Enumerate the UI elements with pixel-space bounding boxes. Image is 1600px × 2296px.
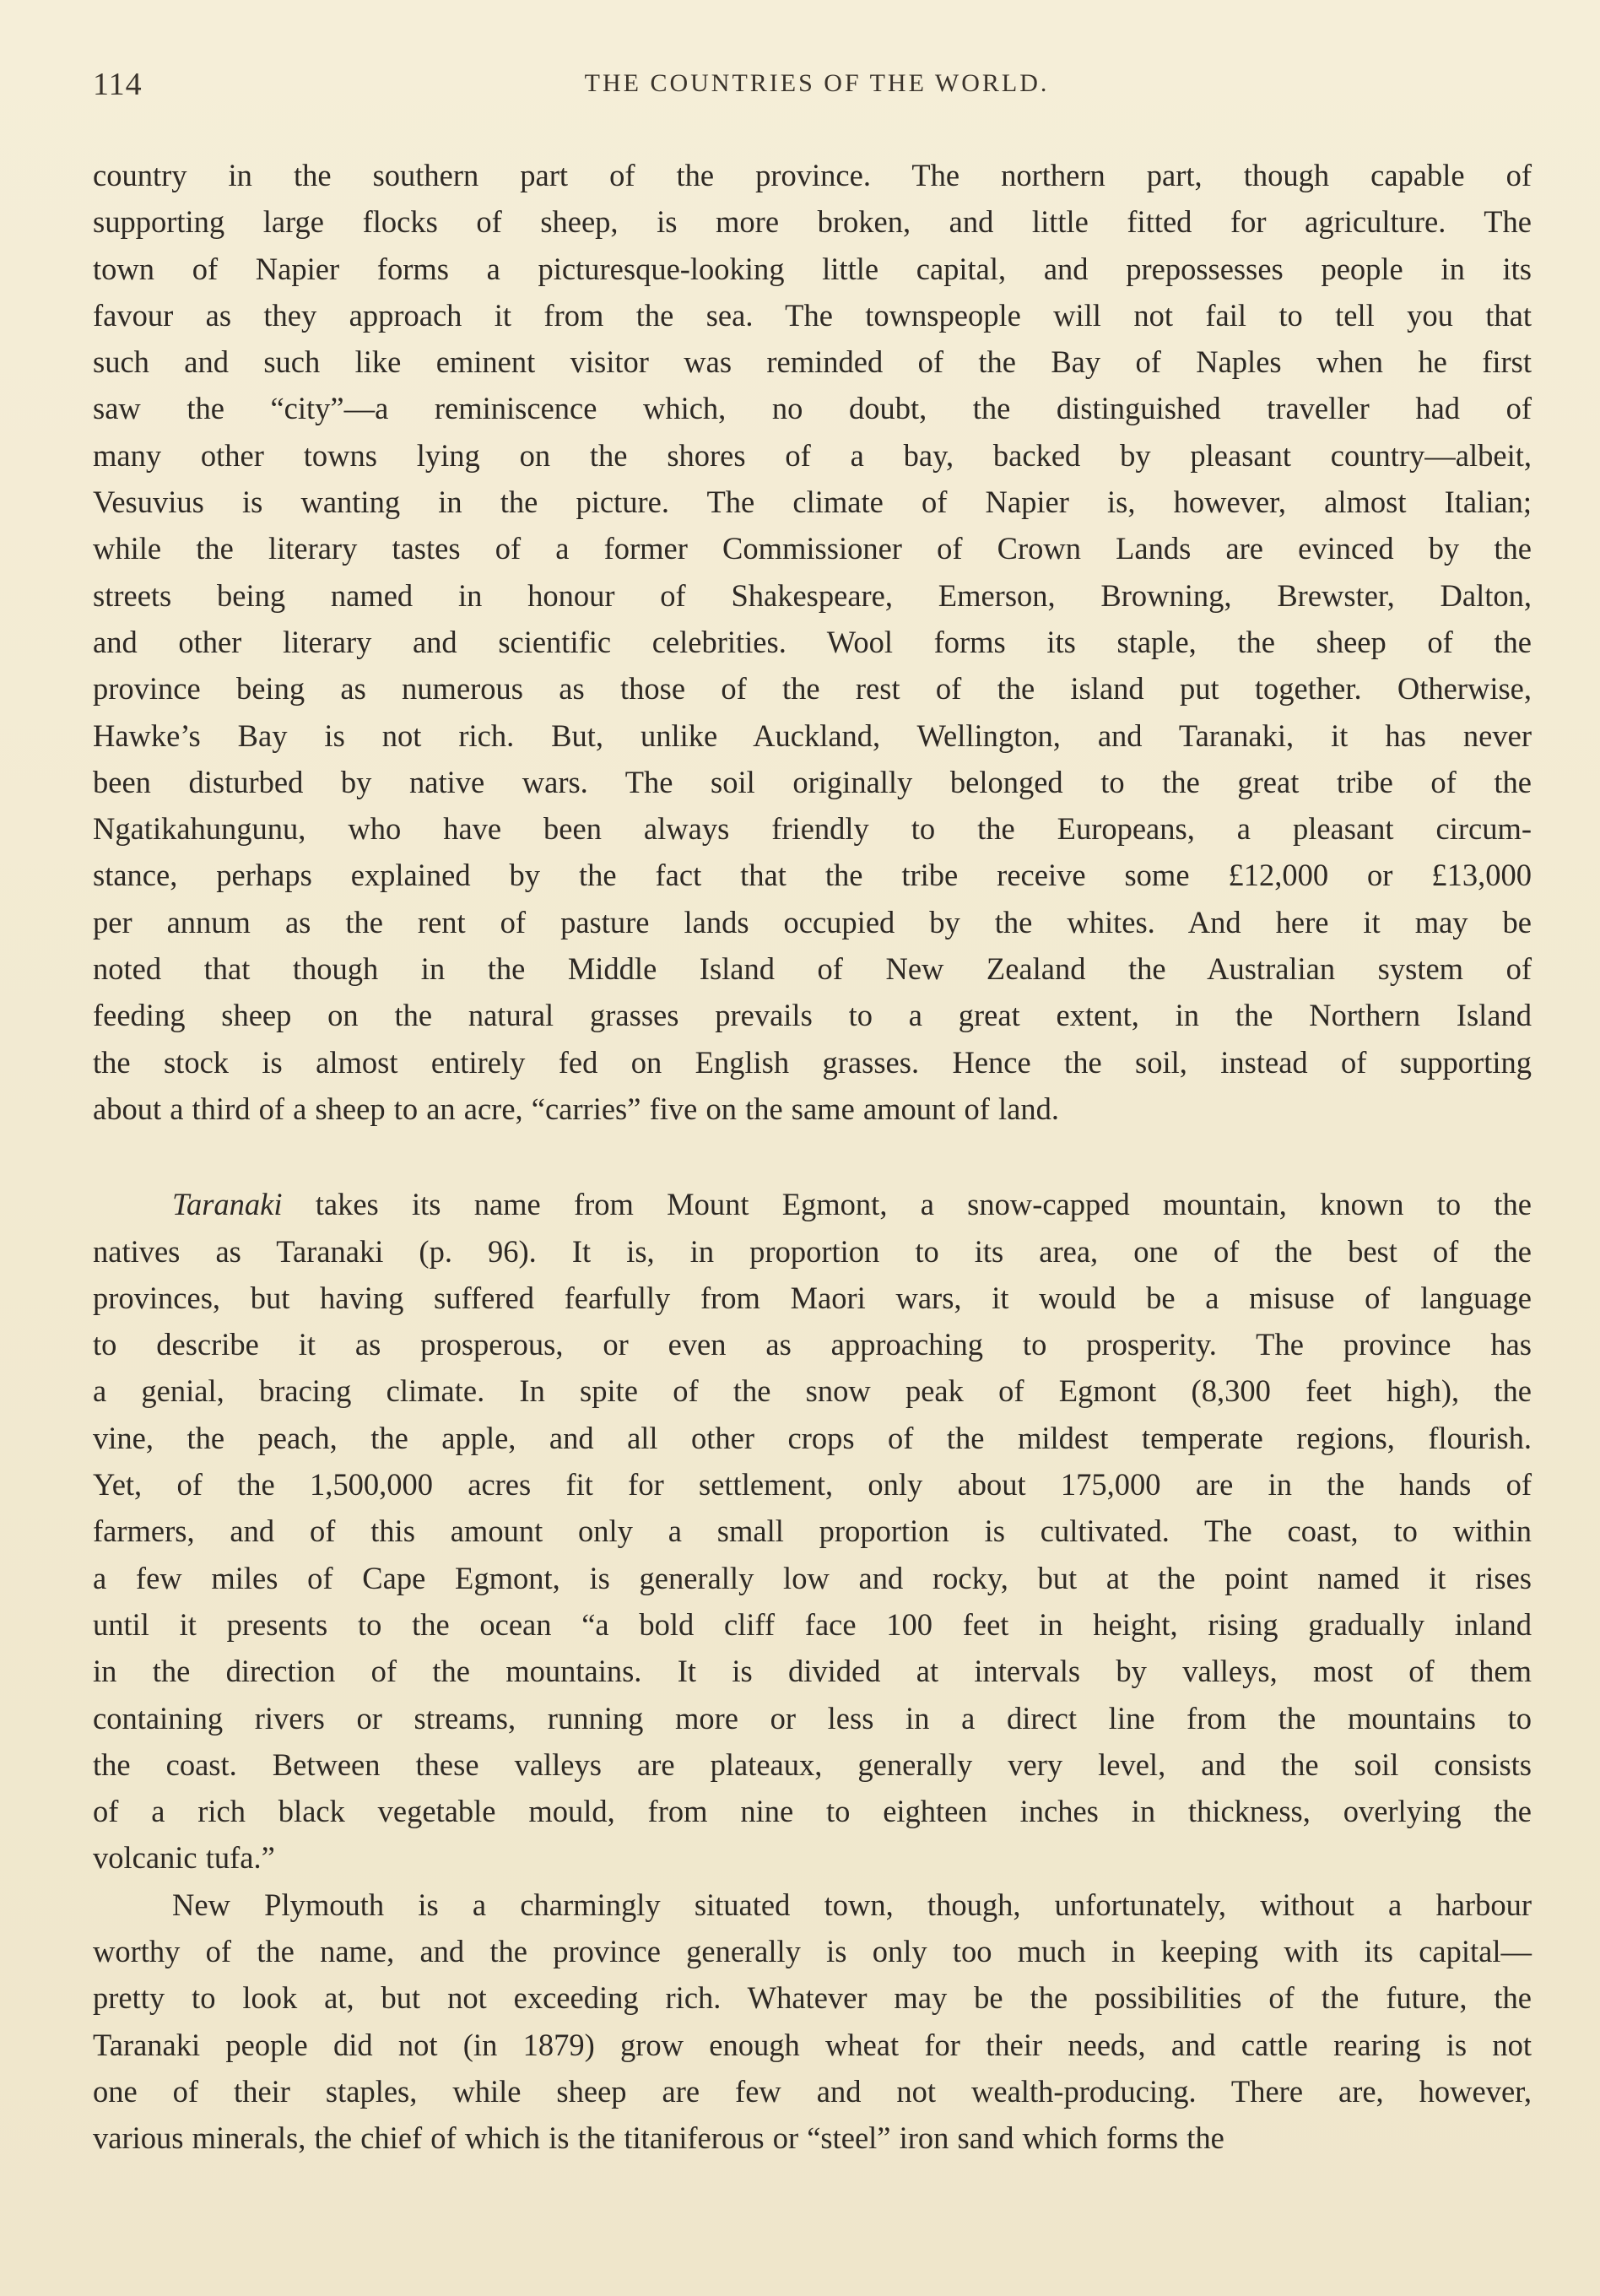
lead-rest: takes its name from Mount Egmont, a snow-capped mountain, known to the [282,1187,1532,1222]
paragraph-gap [93,1132,1532,1181]
text-line: worthy of the name, and the province generally is only too much in keeping with its capital— [93,1933,1532,1968]
paragraph-new-plymouth [93,1882,1532,2162]
text-line: until it presents to the ocean “a bold cliff face 100 feet in height, rising gradually inland [93,1606,1532,1642]
text-line: supporting large flocks of sheep, is more broken, and little fitted for agriculture. The [93,204,1532,240]
text-line: province being as numerous as those of the rest of the island put together. Otherwise, [93,671,1532,707]
text-line: Yet, of the 1,500,000 acres fit for settlement, only about 175,000 are in the hands of [93,1467,1532,1503]
text-line: Ngatikahungunu, who have been always friendly to the Europeans, a pleasant circum- [93,811,1532,847]
text-line: been disturbed by native wars. The soil originally belonged to the great tribe of the [93,764,1532,799]
text-line: a genial, bracing climate. In spite of the snow peak of Egmont (8,300 feet high), the [93,1373,1532,1409]
text-line: noted that though in the Middle Island of New Zealand the Australian system of [93,951,1532,987]
text-line [93,1181,1532,1227]
text-line: natives as Taranaki (p. 96). It is, in proportion to its area, one of the best of the [93,1233,1532,1269]
text-line: saw the “city”—a reminiscence which, no doubt, the distinguished traveller had of [93,391,1532,426]
text-line: to describe it as prosperous, or even as approaching to prosperity. The province has [93,1327,1532,1362]
text-line: streets being named in honour of Shakespeare, Emerson, Browning, Brewster, Dalton, [93,577,1532,613]
text-line: vine, the peach, the apple, and all other crops of the mildest temperate regions, flourish. [93,1420,1532,1455]
text-line: Vesuvius is wanting in the picture. The climate of Napier is, however, almost Italian; [93,485,1532,520]
text-line: farmers, and of this amount only a small proportion is cultivated. The coast, to within [93,1514,1532,1549]
text-line: favour as they approach it from the sea. The townspeople will not fail to tell you that [93,297,1532,333]
text-line: one of their staples, while sheep are few and not wealth-producing. There are, however, [93,2073,1532,2109]
text-line: country in the southern part of the province. The northern part, though capable of [93,158,1532,192]
text-line: stance, perhaps explained by the fact that the tribe receive some £12,000 or £13,000 [93,858,1532,893]
text-line: in the direction of the mountains. It is divided at intervals by valleys, most of them [93,1654,1532,1689]
text-line: a few miles of Cape Egmont, is generally low and rocky, but at the point named it rises [93,1560,1532,1595]
body-text [93,152,1532,2161]
paragraph-hawkes-bay [93,152,1532,1132]
text-line: containing rivers or streams, running more or less in a direct line from the mountains to [93,1700,1532,1736]
text-line: various minerals, the chief of which is the titaniferous or “steel” iron sand which forms the [93,2120,1224,2156]
text-line: Taranaki people did not (in 1879) grow enough wheat for their needs, and cattle rearing is not [93,2027,1532,2062]
running-title: THE COUNTRIES OF THE WORLD. [584,69,1050,97]
text-line: volcanic tufa.” [93,1840,275,1876]
text-line: many other towns lying on the shores of a bay, backed by pleasant country—albeit, [93,437,1532,473]
text-line: per annum as the rent of pasture lands occupied by the whites. And here it may be [93,904,1532,940]
text-line: town of Napier forms a picturesque-looking little capital, and prepossesses people in its [93,251,1532,286]
text-line: the coast. Between these valleys are plateaux, generally very level, and the soil consists [93,1746,1532,1782]
text-line: of a rich black vegetable mould, from nine to eighteen inches in thickness, overlying the [93,1794,1532,1829]
text-line: such and such like eminent visitor was reminded of the Bay of Naples when he first [93,344,1532,380]
text-line: Hawke’s Bay is not rich. But, unlike Auckland, Wellington, and Taranaki, it has never [93,718,1532,753]
text-line: about a third of a sheep to an acre, “carries” five on the same amount of land. [93,1091,1060,1126]
text-line: while the literary tastes of a former Commissioner of Crown Lands are evinced by the [93,531,1532,566]
paragraph-taranaki [93,1181,1532,1881]
text-line: and other literary and scientific celebrities. Wool forms its staple, the sheep of the [93,624,1532,659]
text-line: pretty to look at, but not exceeding rich. Whatever may be the possibilities of the future, the [93,1980,1532,2016]
text-line: feeding sheep on the natural grasses prevails to a great extent, in the Northern Island [93,998,1532,1033]
italic-lead: Taranaki [172,1187,283,1222]
text-line: provinces, but having suffered fearfully from Maori wars, it would be a misuse of language [93,1280,1532,1315]
page-header [93,66,1541,108]
text-line: the stock is almost entirely fed on English grasses. Hence the soil, instead of supporting [93,1044,1532,1080]
page-number: 114 [93,67,143,102]
text-line: New Plymouth is a charmingly situated town, though, unfortunately, without a harbour [172,1887,1532,1922]
